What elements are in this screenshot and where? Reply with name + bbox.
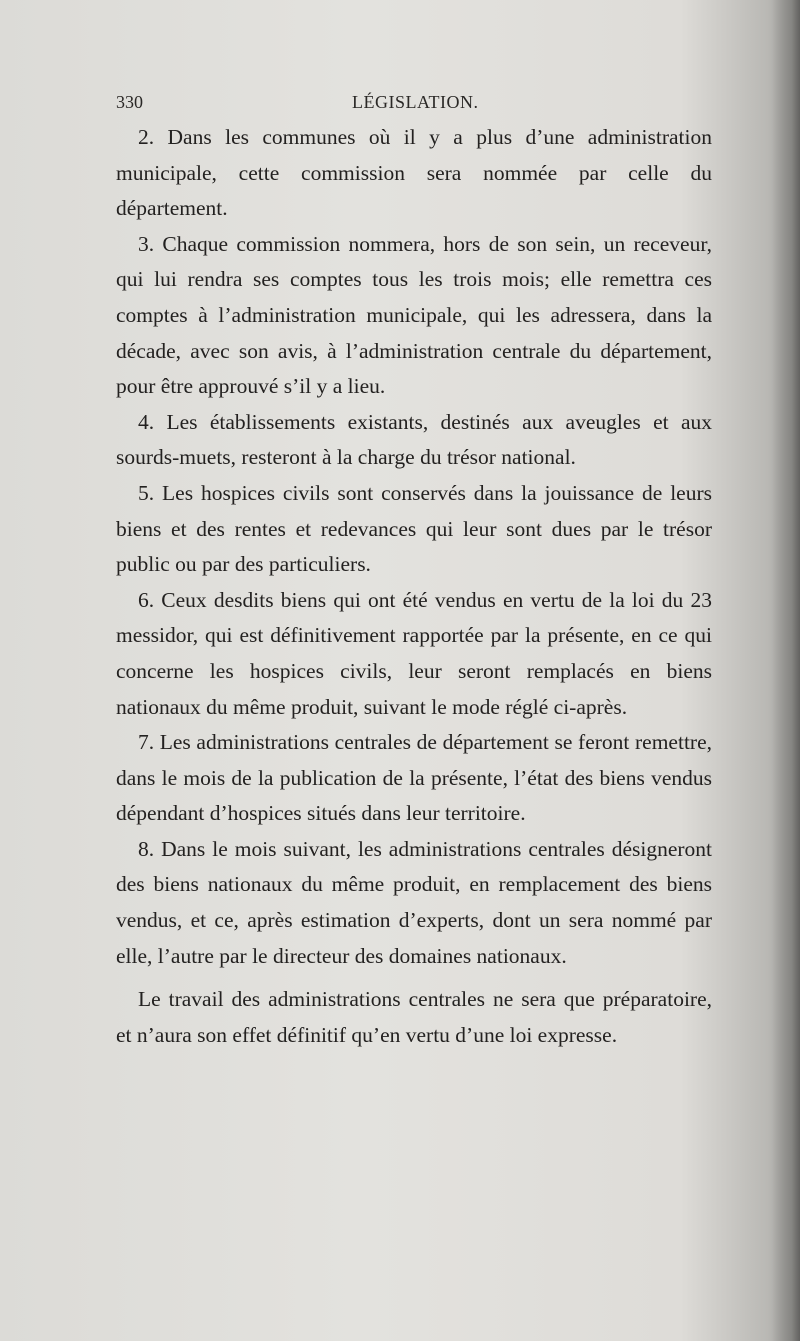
running-title: LÉGISLATION.: [352, 92, 479, 112]
article-8: 8. Dans le mois suivant, les administrations centrales désigneront des biens nationaux du même produit, en remplacement des biens vendus, et ce, après estimation d’experts, dont un sera nommé par elle, l’autre par le directeur des domaines nationaux.: [116, 836, 712, 968]
article-4: 4. Les établissements existants, destinés aux aveugles et aux sourds-muets, resteront à la charge du trésor national.: [116, 409, 712, 470]
article-2: 2. Dans les communes où il y a plus d’une administration municipale, cette commission sera nommée par celle du département.: [116, 125, 712, 221]
article-3: 3. Chaque commission nommera, hors de son sein, un receveur, qui lui rendra ses comptes tous les trois mois; elle remettra ces comptes à l’administration municipale, qui les adressera, dans la décade, avec son avis, à l’administration centrale du département, pour être approuvé s’il y a lieu.: [116, 231, 712, 399]
page-body: [116, 120, 712, 1053]
page-number: 330: [116, 92, 143, 112]
closing-paragraph: Le travail des administrations centrales ne sera que préparatoire, et n’aura son effet définitif qu’en vertu d’une loi expresse.: [116, 987, 712, 1047]
article-7: 7. Les administrations centrales de département se feront remettre, dans le mois de la publication de la présente, l’état des biens vendus dépendant d’hospices situés dans leur territoire.: [116, 730, 712, 826]
article-5: 5. Les hospices civils sont conservés dans la jouissance de leurs biens et des rentes et redevances qui leur sont dues par le trésor public ou par des particuliers.: [116, 480, 712, 577]
running-header: [116, 88, 728, 118]
page-edge-shadow: [772, 0, 800, 1341]
article-6: 6. Ceux desdits biens qui ont été vendus en vertu de la loi du 23 messidor, qui est définitivement rapportée par la présente, en ce qui concerne les hospices civils, leur seront remplacés en biens nationaux du même produit, suivant le mode réglé ci-après.: [116, 587, 712, 719]
